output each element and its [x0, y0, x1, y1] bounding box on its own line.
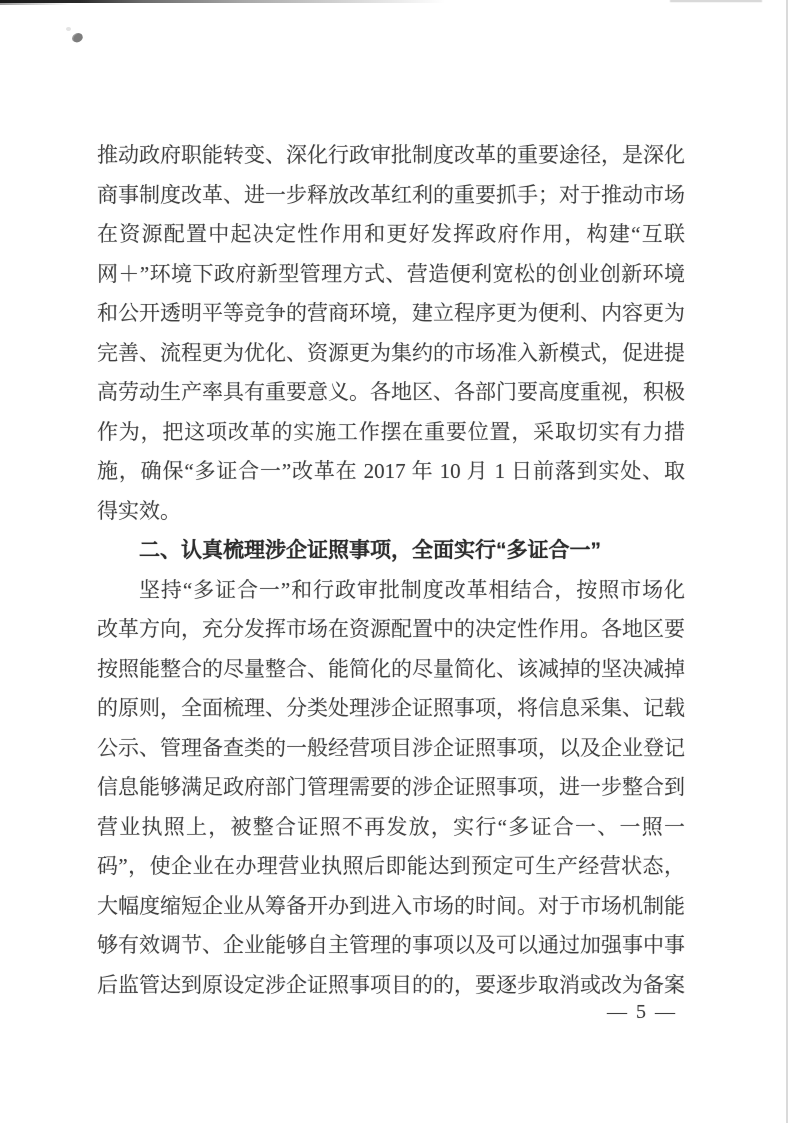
scan-artifact-ink-speck [72, 32, 84, 43]
page-number: — 5 — [607, 1001, 677, 1023]
body-text-line: 得实效。 [97, 498, 181, 523]
scan-artifact-right-edge-line [786, 0, 788, 1123]
document-body [97, 136, 685, 1005]
body-text-line: 商事制度改革、进一步释放改革红利的重要抓手；对于推动市场 [97, 182, 685, 207]
body-text-line: 和公开透明平等竞争的营商环境，建立程序更为便利、内容更为 [97, 301, 685, 325]
body-text-line: 坚持“多证合一”和行政审批制度改革相结合，按照市场化 [139, 577, 685, 602]
body-text-line: 作为，把这项改革的实施工作摆在重要位置，采取切实有力措 [97, 419, 685, 444]
body-text-line: 的原则，全面梳理、分类处理涉企证照事项，将信息采集、记载 [97, 696, 685, 720]
body-text-line: 推动政府职能转变、深化行政审批制度改革的重要途径，是深化 [97, 143, 685, 167]
section-heading: 二、认真梳理涉企证照事项，全面实行“多证合一” [139, 539, 601, 562]
body-text-line: 信息能够满足政府部门管理需要的涉企证照事项，进一步整合到 [97, 775, 685, 799]
body-text-line: 在资源配置中起决定性作用和更好发挥政府作用，构建“互联 [97, 222, 685, 246]
body-text-line: 码”，使企业在办理营业执照后即能达到预定可生产经营状态， [97, 854, 685, 878]
body-text-line: 营业执照上，被整合证照不再发放，实行“多证合一、一照一 [97, 814, 685, 839]
body-text-line: 按照能整合的尽量整合、能简化的尽量简化、该减掉的坚决减掉 [97, 656, 685, 681]
scan-artifact-top-right-line [670, 0, 762, 2]
body-text-line: 网＋”环境下政府新型管理方式、营造便利宽松的创业创新环境 [97, 261, 685, 286]
body-text-line: 够有效调节、企业能够自主管理的事项以及可以通过加强事中事 [97, 933, 685, 957]
body-text-line: 完善、流程更为优化、资源更为集约的市场准入新模式，促进提 [97, 340, 685, 365]
scan-artifact-top-edge-shadow [0, 3, 70, 5]
body-text-line: 改革方向，充分发挥市场在资源配置中的决定性作用。各地区要 [97, 617, 685, 641]
body-text-line: 大幅度缩短企业从筹备开办到进入市场的时间。对于市场机制能 [97, 893, 685, 918]
body-text-line: 后监管达到原设定涉企证照事项目的的，要逐步取消或改为备案 [97, 972, 685, 997]
body-text-line: 公示、管理备查类的一般经营项目涉企证照事项，以及企业登记 [97, 735, 685, 760]
body-text-line: 高劳动生产率具有重要意义。各地区、各部门要高度重视，积极 [97, 380, 685, 404]
scan-artifact-faint-dot [66, 27, 71, 31]
body-text-line: 施，确保“多证合一”改革在 2017 年 10 月 1 日前落到实处、取 [97, 459, 685, 483]
